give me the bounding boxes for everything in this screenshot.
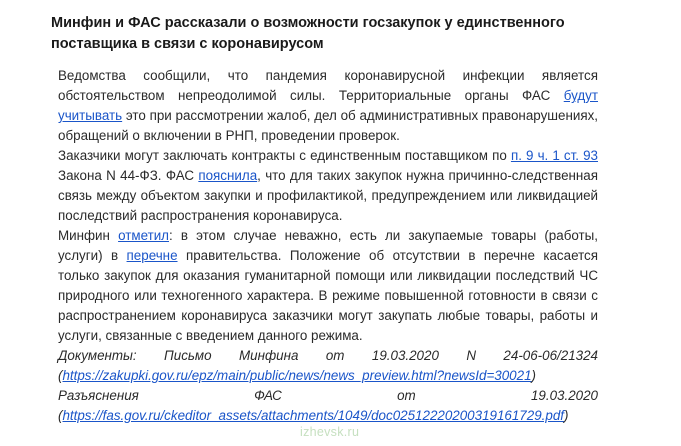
link-budut-uchityvat[interactable]: будут учитывать <box>58 88 598 123</box>
doc-fas-explanation: Разъяснения ФАС от 19.03.2020 <box>58 388 598 403</box>
article-body <box>58 66 598 426</box>
link-fas-pdf[interactable]: https://fas.gov.ru/ckeditor_assets/attachments/1049/doc02512220200319161729.pdf <box>62 408 564 423</box>
p1-text-2: это при рассмотрении жалоб, дел об административных правонарушениях, обращений о включении в РНП, проведении проверок. <box>58 108 598 143</box>
watermark: izhevsk.ru <box>300 425 360 439</box>
doc-fas-link-line: (https://fas.gov.ru/ckeditor_assets/attachments/1049/doc02512220200319161729.pdf) <box>58 408 569 423</box>
paragraph-force-majeure <box>58 66 598 146</box>
paragraph-minfin <box>58 226 598 346</box>
p3-text-2: : в этом случае неважно, есть ли закупаемые товары (работы, услуги) в <box>58 228 598 263</box>
link-minfin-noted[interactable]: отметил <box>118 228 169 243</box>
link-fas-explained[interactable]: пояснила <box>198 168 258 183</box>
p3-text-3: правительства. Положение об отсутствии в перечне касается только закупок для оказания гуманитарной помощи или ликвидации последствий ЧС природного или техногенного характера. В режиме повышенной готовности в связи с распространением коронавируса заказчики могут закупать любые товары, работы и услуги, связанные с введением данного режима. <box>58 248 598 343</box>
link-law-article[interactable]: п. 9 ч. 1 ст. 93 <box>510 148 598 163</box>
p1-text-1: Ведомства сообщили, что пандемия коронавирусной инфекции является обстоятельством непреодолимой силы. Территориальные органы ФАС <box>58 68 598 103</box>
p2-text-3: , что для таких закупок нужна причинно-следственная связь между объектом закупки и профилактикой, предупреждением или ликвидацией последствий распространения коронавируса. <box>58 168 598 223</box>
p2-text-2: Закона N 44-ФЗ. ФАС <box>58 168 199 183</box>
p3-text-1: Минфин <box>58 228 119 243</box>
doc-minfin-letter: Документы: Письмо Минфина от 19.03.2020 N 24-06-06/21324 <box>58 348 598 363</box>
p2-text-1: Заказчики могут заключать контракты с единственным поставщиком по <box>58 148 511 163</box>
link-zakupki-news[interactable]: https://zakupki.gov.ru/epz/main/public/news/news_preview.html?newsId=30021 <box>62 368 532 383</box>
article-title: Минфин и ФАС рассказали о возможности госзакупок у единственного поставщика в связи с коронавирусом <box>51 15 565 52</box>
link-government-list[interactable]: перечне <box>126 248 178 263</box>
paragraph-single-supplier <box>58 146 598 226</box>
doc-minfin-link-line: (https://zakupki.gov.ru/epz/main/public/news/news_preview.html?newsId=30021) <box>58 368 536 383</box>
